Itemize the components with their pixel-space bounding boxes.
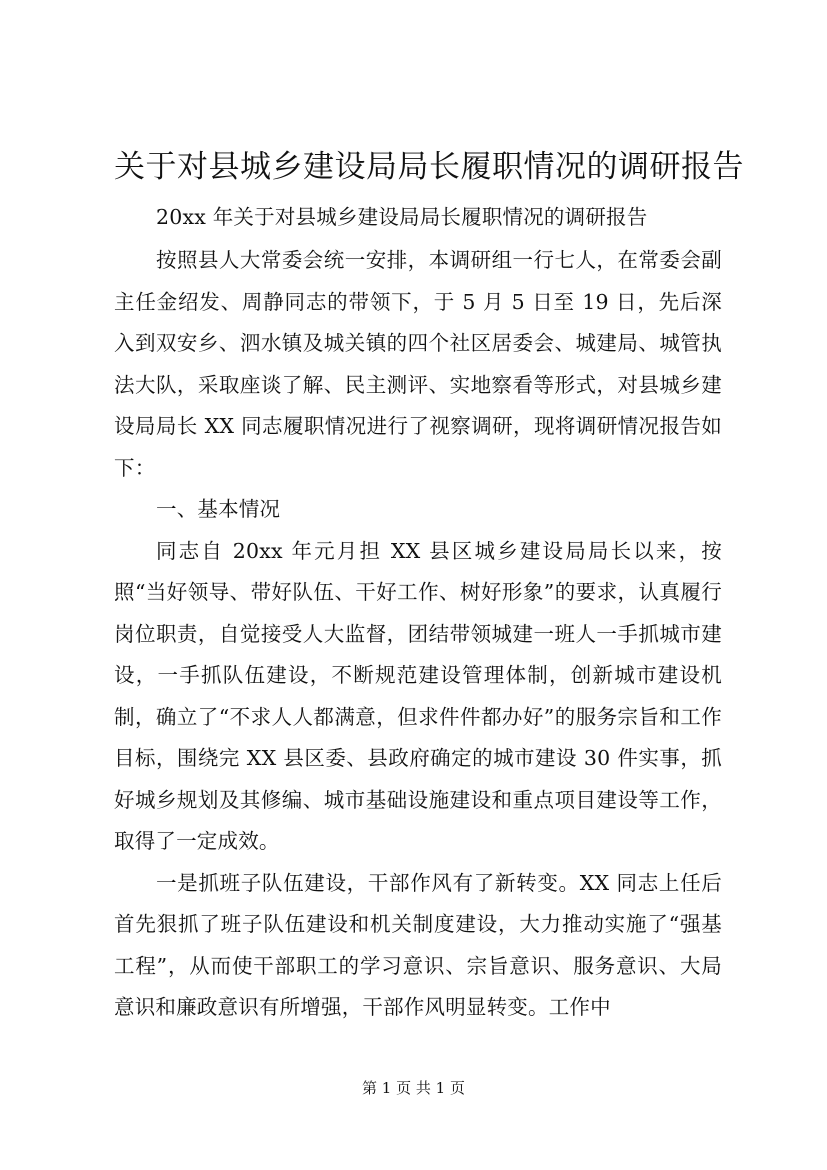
document-content <box>114 145 744 1029</box>
document-title: 关于对县城乡建设局局长履职情况的调研报告 <box>114 149 744 185</box>
intro-paragraph: 按照县人大常委会统一安排，本调研组一行七人，在常委会副主任金绍发、周静同志的带领下，于 5 月 5 日至 19 日，先后深入到双安乡、泗水镇及城关镇的四个社区居委会、城建局、城管执法大队，采取座谈了解、民主测评、实地察看等形式，对县城乡建设局局长 XX 同志履职情况进行了视察调研，现将调研情况报告如下： <box>114 248 722 480</box>
team-building-paragraph: 一是抓班子队伍建设，干部作风有了新转变。XX 同志上任后首先狠抓了班子队伍建设和机关制度建设，大力推动实施了“强基工程”，从而使干部职工的学习意识、宗旨意识、服务意识、大局意识和廉政意识有所增强，干部作风明显转变。工作中 <box>114 870 722 1019</box>
section-heading-basic-situation: 一、基本情况 <box>156 497 281 521</box>
document-subtitle: 20xx 年关于对县城乡建设局局长履职情况的调研报告 <box>156 205 648 229</box>
page-number-footer: 第 1 页 共 1 页 <box>362 1079 465 1097</box>
basic-situation-paragraph: 同志自 20xx 年元月担 XX 县区城乡建设局局长以来，按照“当好领导、带好队伍、干好工作、树好形象”的要求，认真履行岗位职责，自觉接受人大监督，团结带领城建一班人一手抓城市建设，一手抓队伍建设，不断规范建设管理体制，创新城市建设机制，确立了“不求人人都满意，但求件件都办好”的服务宗旨和工作目标，围绕完 XX 县区委、县政府确定的城市建设 30 件实事，抓好城乡规划及其修编、城市基础设施建设和重点项目建设等工作，取得了一定成效。 <box>114 538 722 853</box>
